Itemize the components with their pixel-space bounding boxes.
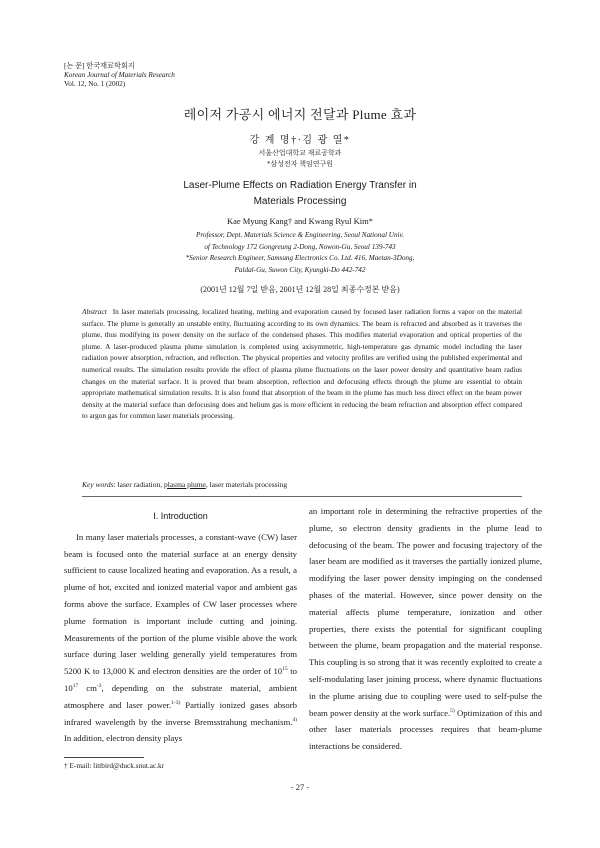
keywords-divider	[82, 496, 522, 497]
keywords-label: Key words	[82, 480, 114, 489]
keywords-before: : laser radiation,	[113, 480, 165, 489]
intro-text: , depending on the substrate material, ambient atmosphere and laser power.	[64, 682, 297, 710]
journal-header	[64, 62, 175, 89]
affiliation-en-secondary	[0, 253, 600, 276]
abstract-text: In laser materials processing, localized heating, melting and evaporation caused by focused laser radiation forms a vapor on the material surface. The plume is generally an unstable entity, fluctuating according to its own dynamics. The beam is refracted and absorbed as it traverses the plume, thus modifying its power density on the surface of the condensed phases. This modifies material evaporation and optical properties of the plume. A laser-produced plasma plume simulation is completed using axisymmetric, high-temperature gas dynamic model including the laser radiation power absorption, refraction, and reflection. The physical properties and velocity profiles are verified using the published experimental and numerical results. The simulation results provide the effect of plasma plume fluctuations on the laser power density and quantitative beam radius changes on the material surface. It is proved that beam absorption, reflection and defocusing effects through the plume are essential to obtain appropriate mathematical simulation results. It is also found that absorption of the beam in the plume has much less direct effect on the beam power density at the material surface than defocusing does and helium gas is more efficient in reducing the beam refraction and absorption effect compared to argon gas for common laser materials processing.	[82, 307, 522, 421]
column-right	[309, 503, 542, 755]
footnote-email: † E-mail: littbird@duck.snut.ac.kr	[64, 761, 165, 770]
journal-name: Korean Journal of Materials Research	[64, 71, 175, 79]
affiliation-ko-2: *삼성전자 책임연구원	[266, 160, 334, 168]
abstract-label: Abstract	[82, 307, 107, 316]
intro-text: Partially ionized gases absorb infrared wavelength by the inverse Bremsstrahung mechanism.	[64, 699, 297, 727]
intro-text: to 10	[64, 666, 297, 693]
footnote-divider	[64, 757, 144, 758]
intro-text: In addition, electron density plays	[64, 733, 182, 744]
intro-text: Optimization of this and other laser materials processes requires that beam-plume interactions be considered.	[309, 707, 542, 752]
page-number: - 27 -	[290, 782, 310, 792]
abstract	[82, 306, 522, 422]
affiliation-en-primary-line1: Professor, Dept. Materials Science & Engineering, Seoul National Univ.	[195, 231, 404, 239]
citation: 4)	[292, 716, 297, 723]
affiliation-ko-1: 서울산업대학교 재료공학과	[258, 149, 342, 157]
intro-text: an important role in determining the refractive properties of the plume, so electron density gradients in the plume lead to defocusing of the beam. The power and focusing trajectory of the laser beam are modified as it traverses the partially ionized plume, modifying the laser power density impinging on the condensed phases of the material. However, since power density on the material affects plume temperature, ionization and other properties, there exists the potential for significant coupling between the plume, beam propagation and the material response. This coupling is so strong that it was recently exploited to create a self-modulating laser joining process, where dynamic fluctuations in the plume arising due to coupling were used to self-pulse the beam power density at the work surface.	[309, 506, 542, 718]
superscript: -3	[96, 683, 102, 690]
keyword-underlined: plasma plume	[164, 480, 206, 489]
keywords-after: , laser materials processing	[205, 480, 288, 489]
paper-title-ko: 레이저 가공시 에너지 전달과 Plume 효과	[183, 107, 417, 122]
intro-paragraph-1	[64, 529, 297, 747]
paper-title-en-line1: Laser-Plume Effects on Radiation Energy Transfer in	[183, 180, 417, 191]
paper-title-en-line2: Materials Processing	[253, 196, 347, 207]
journal-header-ko: [논 문] 한국재료학회지	[64, 62, 135, 70]
intro-paragraph-1-continued	[309, 503, 542, 755]
section-heading: I. Introduction	[153, 511, 208, 521]
intro-text: In many laser materials processes, a constant-wave (CW) laser beam is focused onto the material surface at an energy density sufficient to cause localized heating and evaporation. As a result, a plume of hot, excited and ionized material vapor and ambient gas forms above the surface. Examples of CW laser processes where plume formation is important include cutting and joining. Measurements of the portion of the plume visible above the work surface during laser welding generally yield temperatures from 5200 K to 13,000 K and electron densities are the order of 10	[64, 531, 297, 677]
superscript: 17	[72, 683, 79, 690]
keywords	[82, 480, 522, 489]
affiliation-en-primary-line2: of Technology 172 Gongreung 2-Dong, Nowon-Gu, Seoul 139-743	[204, 242, 396, 251]
intro-text: cm	[78, 682, 97, 693]
citation: 1-3)	[171, 699, 181, 706]
authors-ko: 강 계 명†·김 광 열*	[249, 135, 351, 146]
authors-en: Kae Myung Kang† and Kwang Ryul Kim*	[226, 216, 374, 226]
paper-title-en	[0, 178, 600, 210]
affiliation-en-secondary-line2: Paldal-Gu, Suwon City, Kyungki-Do 442-742	[234, 265, 366, 274]
affiliation-en-secondary-line1: *Senior Research Engineer, Samsung Electronics Co. Ltd. 416, Maetan-3Dong,	[185, 254, 415, 262]
superscript: 15	[282, 666, 288, 673]
journal-volume: Vol. 12, No. 1 (2002)	[64, 80, 126, 88]
received-dates: (2001년 12월 7일 받음, 2001년 12월 28일 최종수정본 받음)	[200, 285, 400, 294]
citation: 5)	[450, 707, 455, 714]
affiliation-en-primary	[0, 230, 600, 253]
column-left	[64, 508, 297, 747]
